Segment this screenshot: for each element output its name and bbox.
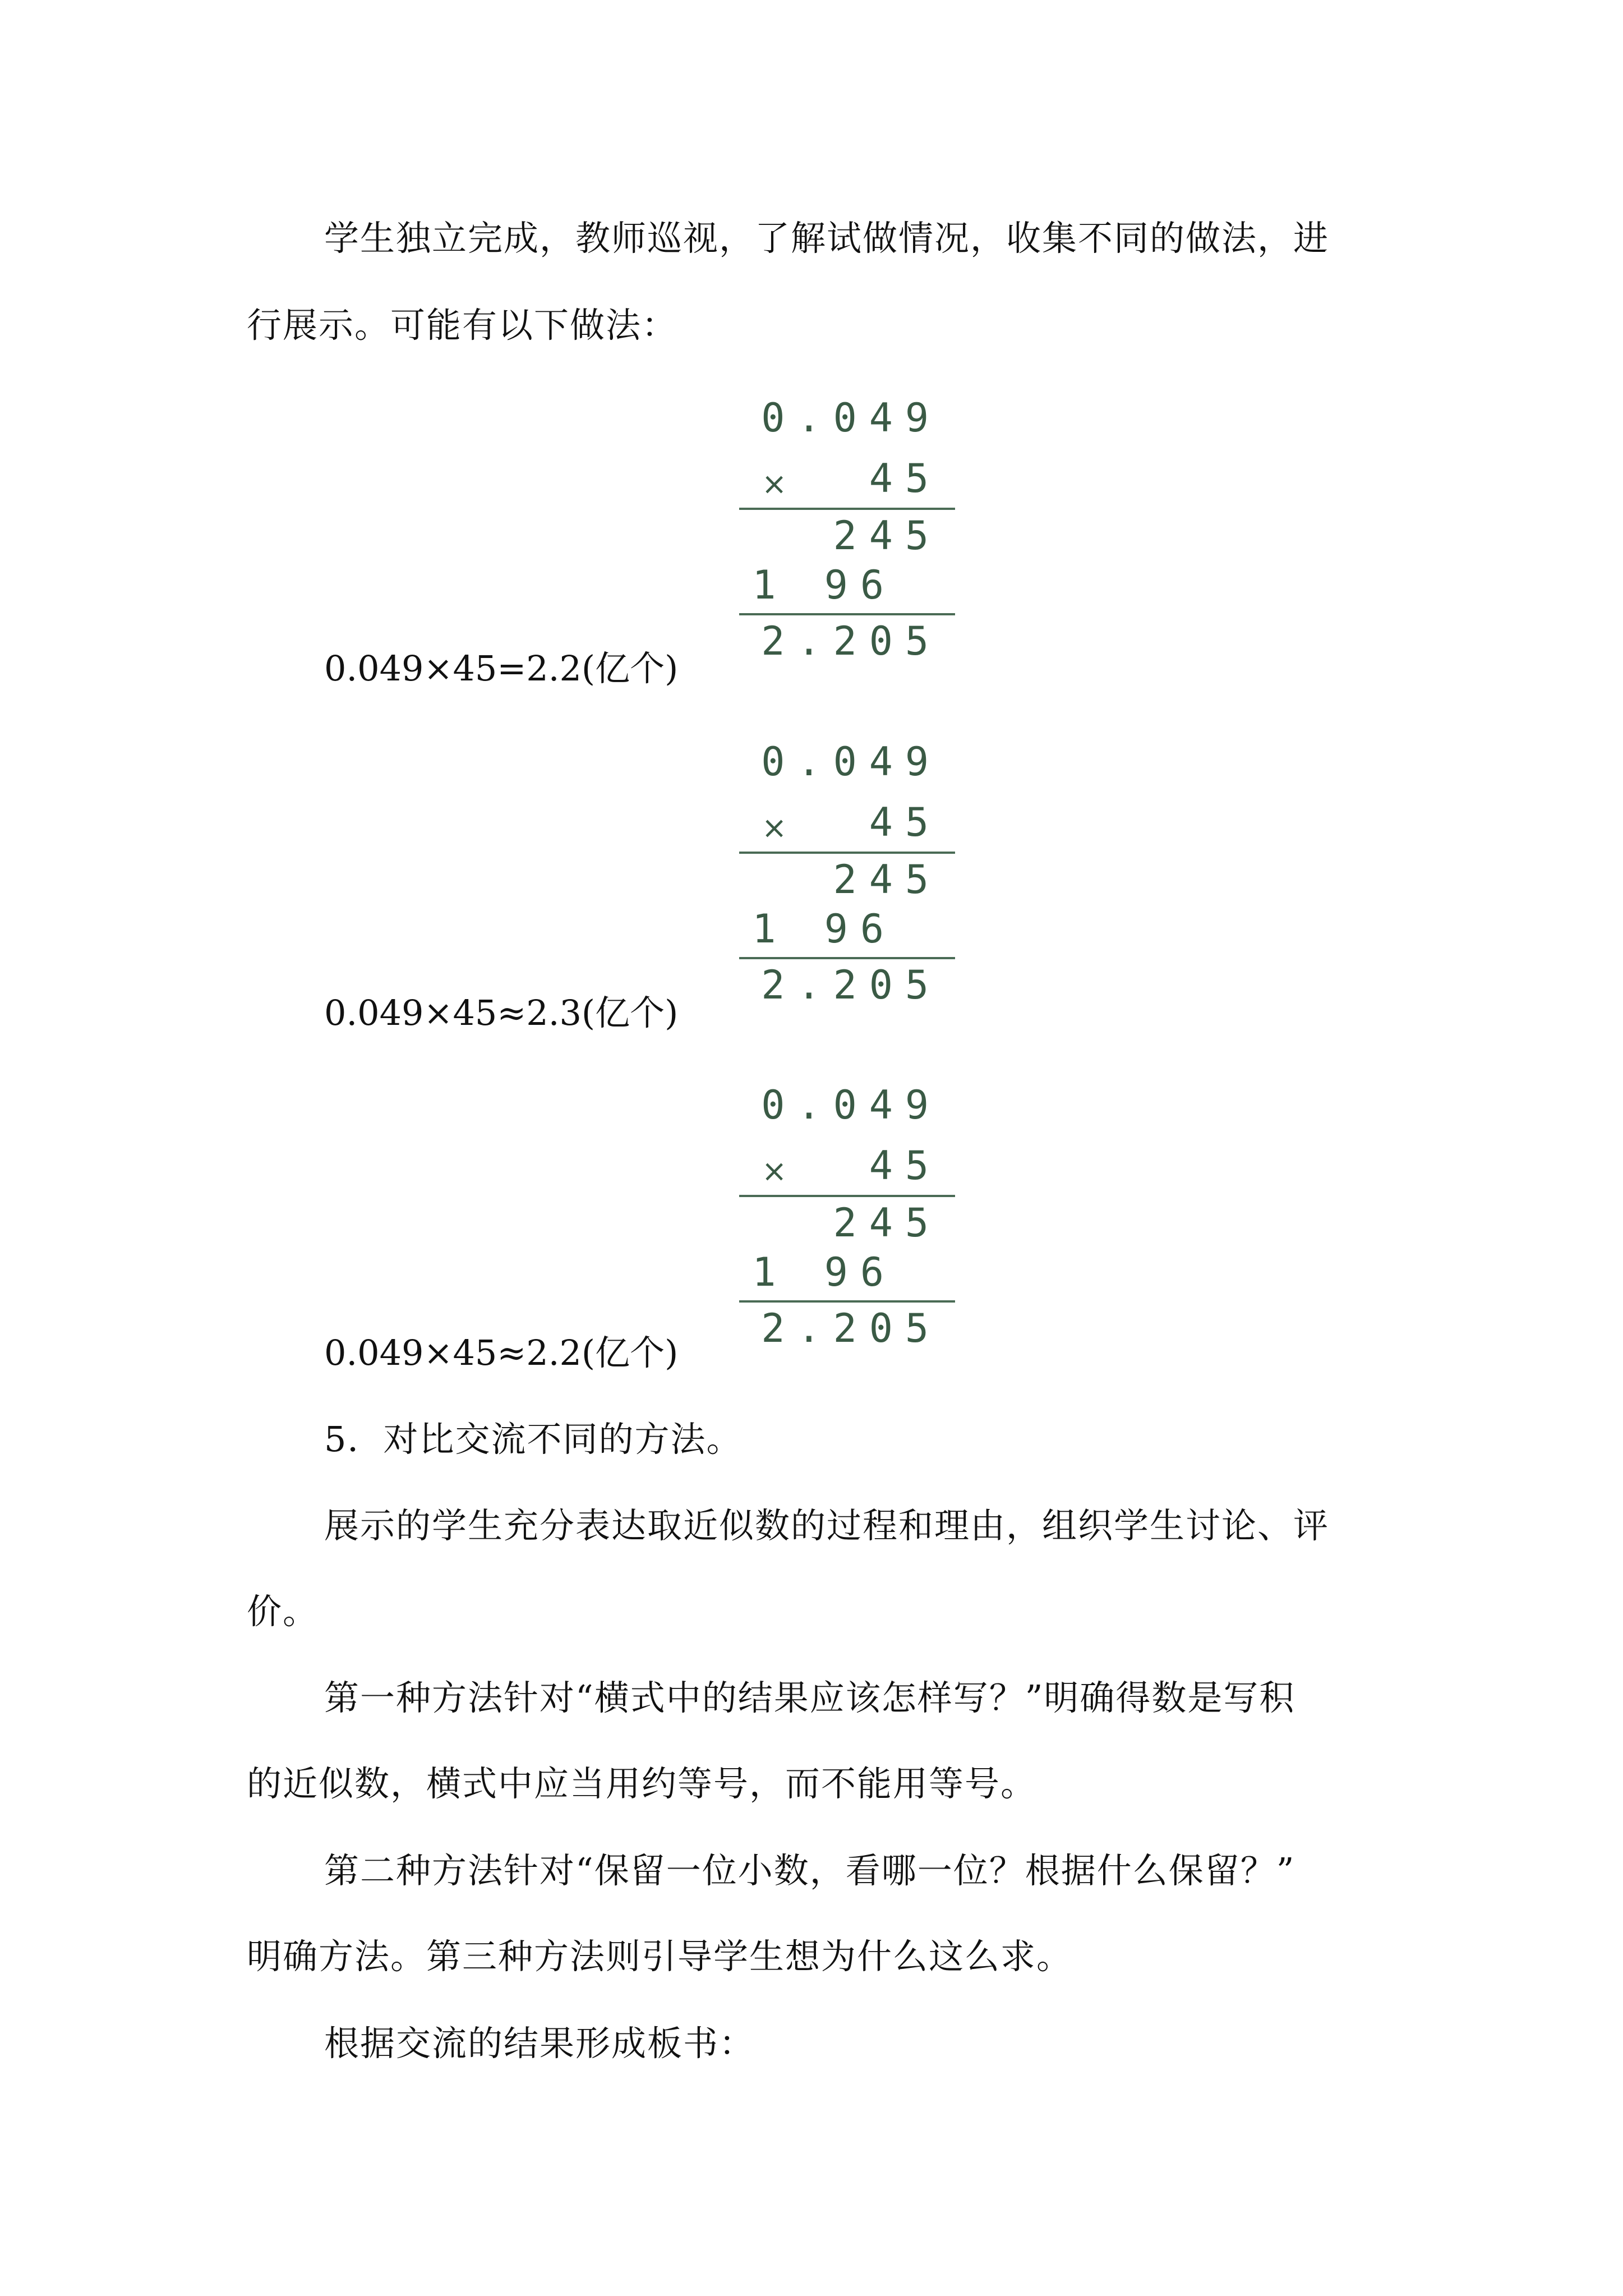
vertical-multiplication-1: [739, 395, 958, 710]
calc-rule: [739, 957, 955, 959]
partial-product-2: 1 96: [752, 562, 896, 608]
calc-rule: [739, 613, 955, 615]
equation-3: 0.049×45≈2.2(亿个): [324, 1332, 679, 1373]
multiplicand: 0.049: [761, 739, 941, 785]
paragraph-line: 根据交流的结果形成板书：: [324, 2023, 755, 2064]
paragraph-line: 行展示。可能有以下做法：: [247, 305, 678, 346]
partial-product-2: 1 96: [752, 906, 896, 952]
multiplicand: 0.049: [761, 1082, 941, 1128]
equation-2: 0.049×45≈2.3(亿个): [324, 992, 679, 1033]
multiplier: 45: [869, 1143, 941, 1189]
partial-product-2: 1 96: [752, 1249, 896, 1295]
multiply-sign: ×: [762, 810, 787, 845]
calc-rule: [739, 1195, 955, 1197]
paragraph-line: 第二种方法针对“保留一位小数，看哪一位？根据什么保留？”: [324, 1850, 1295, 1891]
vertical-multiplication-2: [739, 739, 958, 1053]
calc-rule: [739, 508, 955, 510]
partial-product-1: 245: [833, 1200, 941, 1246]
multiply-sign: ×: [762, 466, 787, 501]
product: 2.205: [761, 1305, 941, 1351]
multiplicand: 0.049: [761, 395, 941, 441]
multiplier: 45: [869, 799, 941, 845]
paragraph-line: 学生独立完成，教师巡视，了解试做情况，收集不同的做法，进: [324, 218, 1330, 259]
partial-product-1: 245: [833, 513, 941, 559]
equation-1: 0.049×45=2.2(亿个): [324, 648, 679, 689]
calc-rule: [739, 1300, 955, 1303]
paragraph-line: 的近似数，横式中应当用约等号，而不能用等号。: [247, 1763, 1037, 1804]
multiply-sign: ×: [762, 1153, 787, 1189]
product: 2.205: [761, 962, 941, 1008]
paragraph-line: 明确方法。第三种方法则引导学生想为什么这么求。: [247, 1936, 1073, 1977]
partial-product-1: 245: [833, 857, 941, 903]
vertical-multiplication-3: [739, 1083, 958, 1397]
paragraph-line: 价。: [247, 1591, 319, 1632]
multiplier: 45: [869, 455, 941, 501]
paragraph-line: 展示的学生充分表达取近似数的过程和理由，组织学生讨论、评: [324, 1505, 1330, 1546]
product: 2.205: [761, 618, 941, 664]
section-heading: 5．对比交流不同的方法。: [324, 1419, 743, 1460]
calc-rule: [739, 852, 955, 854]
paragraph-line: 第一种方法针对“横式中的结果应该怎样写？”明确得数是写积: [324, 1677, 1295, 1718]
